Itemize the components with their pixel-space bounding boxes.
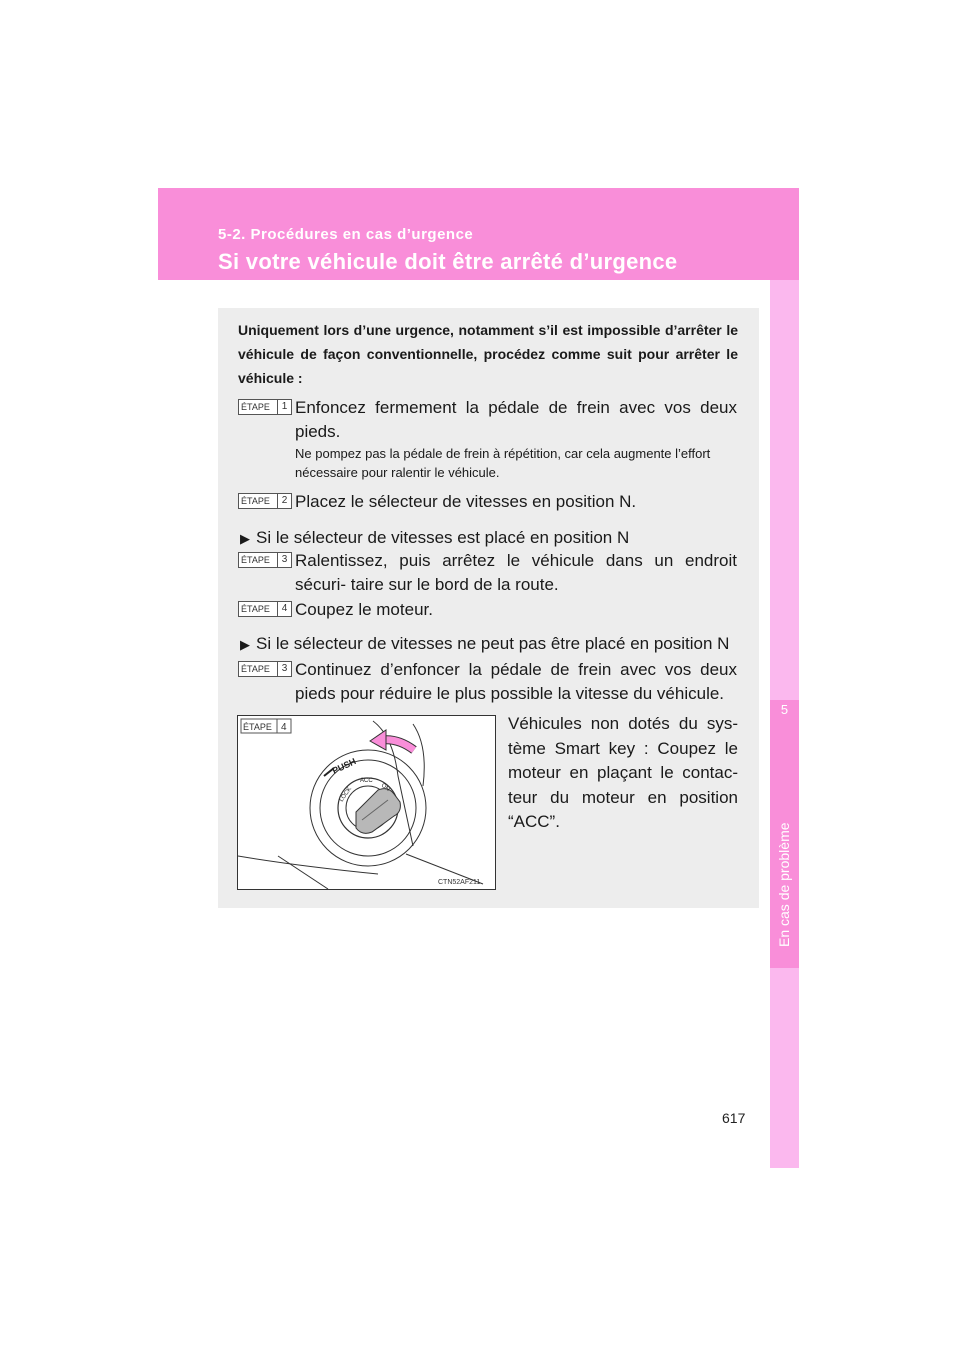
step-word: ÉTAPE: [241, 555, 270, 565]
step-number: 1: [277, 400, 291, 414]
step-badge: [238, 493, 292, 509]
step-note: Ne pompez pas la pédale de frein à répétition, car cela augmente l’effort nécessaire pour ralentir le véhicule.: [295, 446, 711, 480]
step-text: Enfoncez fermement la pédale de frein avec vos deux pieds.: [295, 398, 737, 441]
triangle-right-icon: ▶: [240, 531, 250, 546]
condition-heading: [240, 632, 729, 657]
step-number: 2: [277, 494, 291, 508]
intro-paragraph: Uniquement lors d’une urgence, notamment s’il est impossible d’arrêter le véhicule de façon conventionnelle, procédez comme suit pour arrêter le véhicule :: [238, 322, 738, 386]
ignition-illustration: [237, 715, 496, 890]
condition-title: Si le sélecteur de vitesses est placé en position N: [256, 528, 630, 547]
step-badge: [238, 552, 292, 568]
condition-title: Si le sélecteur de vitesses ne peut pas être placé en position N: [256, 634, 730, 653]
step-word: ÉTAPE: [241, 664, 270, 674]
step-word: ÉTAPE: [241, 402, 270, 412]
step-text: Coupez le moteur.: [295, 600, 433, 619]
condition-heading: [240, 526, 629, 551]
step-badge: [238, 601, 292, 617]
step-word: ÉTAPE: [241, 604, 270, 614]
step-number: 4: [277, 602, 291, 616]
page-title: Si votre véhicule doit être arrêté d’urgence: [218, 249, 678, 274]
step-number: 4: [281, 722, 287, 733]
step-word: ÉTAPE: [243, 722, 272, 732]
lock-label: LOCK: [338, 786, 354, 804]
triangle-right-icon: ▶: [240, 637, 250, 652]
section-label: 5-2. Procédures en cas d’urgence: [218, 226, 474, 243]
step-number: 3: [277, 553, 291, 567]
chapter-number: 5: [780, 702, 789, 717]
chapter-title: En cas de problème: [776, 822, 792, 947]
step-text: Continuez d’enfoncer la pédale de frein avec vos deux pieds pour réduire le plus possible la vitesse du véhicule.: [295, 660, 737, 703]
acc-label: ACC: [360, 778, 373, 784]
step-number: 3: [277, 662, 291, 676]
page-number: 617: [722, 1110, 746, 1126]
on-label: ON: [379, 782, 391, 793]
step-text: Ralentissez, puis arrêtez le véhicule dans un endroit sécuri- taire sur le bord de la route.: [295, 551, 737, 594]
ignition-key-drawing: [238, 716, 495, 889]
step-text: Placez le sélecteur de vitesses en position N.: [295, 492, 637, 511]
step-word: ÉTAPE: [241, 496, 270, 506]
figure-code: CTN52AF211: [438, 879, 481, 886]
step-text: Véhicules non dotés du sys- tème Smart key : Coupez le moteur en plaçant le contac- teur du moteur en position “ACC”.: [508, 714, 738, 831]
step-badge: [238, 399, 292, 415]
step-badge: [238, 661, 292, 677]
push-label: PUSH: [330, 756, 358, 776]
